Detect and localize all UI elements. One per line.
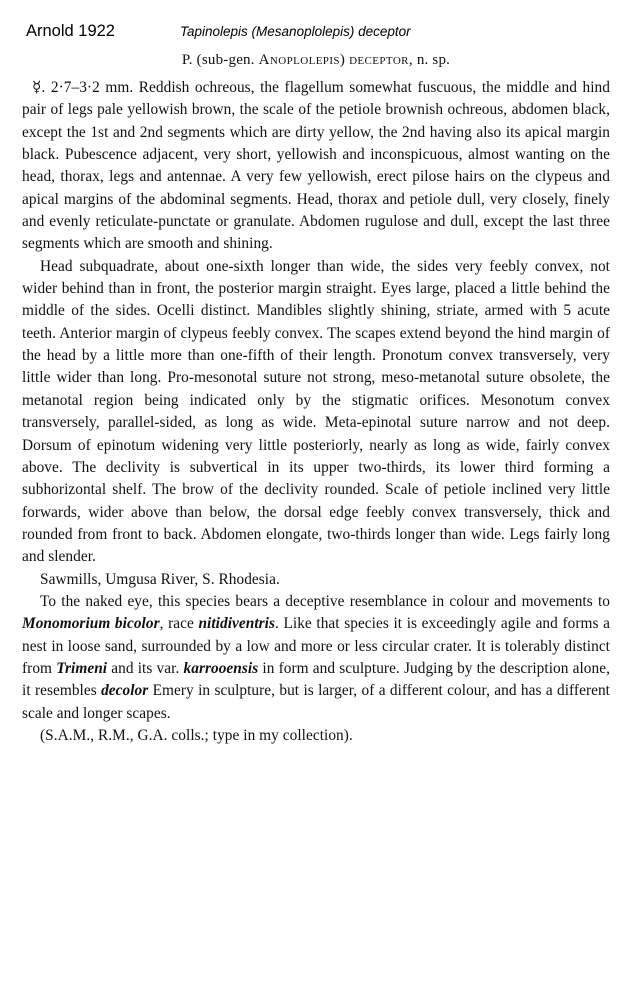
subgenus-suffix: ): [339, 52, 346, 68]
remarks-text-3: . Like that species it is exceedingly agile and forms a nest in loose sand, surrounded by a low and more or less circular crater. It is tolerably distinct from: [22, 615, 610, 677]
document-header: [22, 12, 610, 42]
taxon-monomorium-bicolor: Monomorium bicolor: [22, 615, 160, 633]
subgenus-prefix: (sub-gen.: [196, 52, 259, 68]
remarks-text-6: Emery in sculpture, but is larger, of a different colour, and has a different scale and longer scapes.: [22, 682, 610, 722]
remarks-text-2: , race: [159, 615, 199, 633]
remarks-text-5: in form and sculpture. Judging by the description alone, it resembles: [22, 659, 610, 700]
collections-paragraph: (S.A.M., R.M., G.A. colls.; type in my collection).: [40, 726, 353, 744]
taxon-trimeni: Trimeni: [56, 659, 108, 677]
description-body: [22, 77, 610, 747]
nomenclature-status: , n. sp.: [408, 52, 451, 68]
remarks-text-4: and its var.: [107, 659, 184, 677]
remarks-paragraph: [22, 591, 610, 725]
taxon-karrooensis: karrooensis: [183, 659, 259, 677]
species-epithet: deceptor: [349, 52, 409, 68]
worker-caste-symbol: ☿.: [32, 79, 46, 96]
header-taxon-name: Tapinolepis (Mesanoplolepis) deceptor: [180, 24, 411, 39]
remarks-text-1: To the naked eye, this species bears a deceptive resemblance in colour and movements to: [40, 592, 610, 610]
header-author-year: Arnold 1922: [26, 22, 115, 40]
worker-description-paragraph: [22, 77, 610, 256]
species-heading: [22, 52, 610, 69]
morphology-paragraph: Head subquadrate, about one-sixth longer than wide, the sides very feebly convex, not wider behind than in front, the posterior margin straight. Eyes large, placed a little behind the middle of the sides. Ocelli distinct. Mandibles slightly shining, striate, armed with 5 acute teeth. Anterior margin of clypeus feebly convex. The scapes extend beyond the hind margin of the head by a little more than one-fifth of their length. Pronotum convex transversely, very little wider than long. Pro-mesonotal suture not strong, meso-metanotal suture obsolete, the metanotal region being indicated only by the stigmatic orifices. Mesonotum convex transversely, parallel-sided, as long as wide. Meta-epinotal suture narrow and not deep. Dorsum of epinotum widening very little posteriorly, nearly as long as wide, fairly convex above. The declivity is subvertical in its upper two-thirds, its lower third forming a subhorizontal shelf. The brow of the declivity rounded. Scale of petiole inclined very little forwards, wider above than below, the dorsal edge feebly convex transversely, thick and rounded from front to back. Abdomen elongate, two-thirds longer than wide. Legs fairly long and slender.: [22, 257, 610, 566]
taxon-decolor: decolor: [101, 682, 149, 700]
subgenus-name: Anoplolepis: [258, 52, 340, 68]
locality-paragraph: Sawmills, Umgusa River, S. Rhodesia.: [40, 570, 280, 588]
worker-description-text: 2·7–3·2 mm. Reddish ochreous, the flagellum somewhat fuscuous, the middle and hind pair of legs pale yellowish brown, the scale of the petiole brownish ochreous, abdomen black, except the 1st and 2nd segments which are dirty yellow, the 2nd having also its apical margin black. Pubescence adjacent, very short, yellowish and inconspicuous, almost wanting on the head, thorax, legs and antennae. A very few yellowish, erect pilose hairs on the clypeus and apical margins of the abdominal segments. Head, thorax and petiole dull, very closely, finely and evenly reticulate-punctate or granulate. Abdomen rugulose and dull, except the last three segments which are smooth and shining.: [22, 79, 610, 253]
taxon-nitidiventris: nitidiventris: [198, 615, 275, 633]
genus-abbrev: P.: [181, 52, 193, 68]
